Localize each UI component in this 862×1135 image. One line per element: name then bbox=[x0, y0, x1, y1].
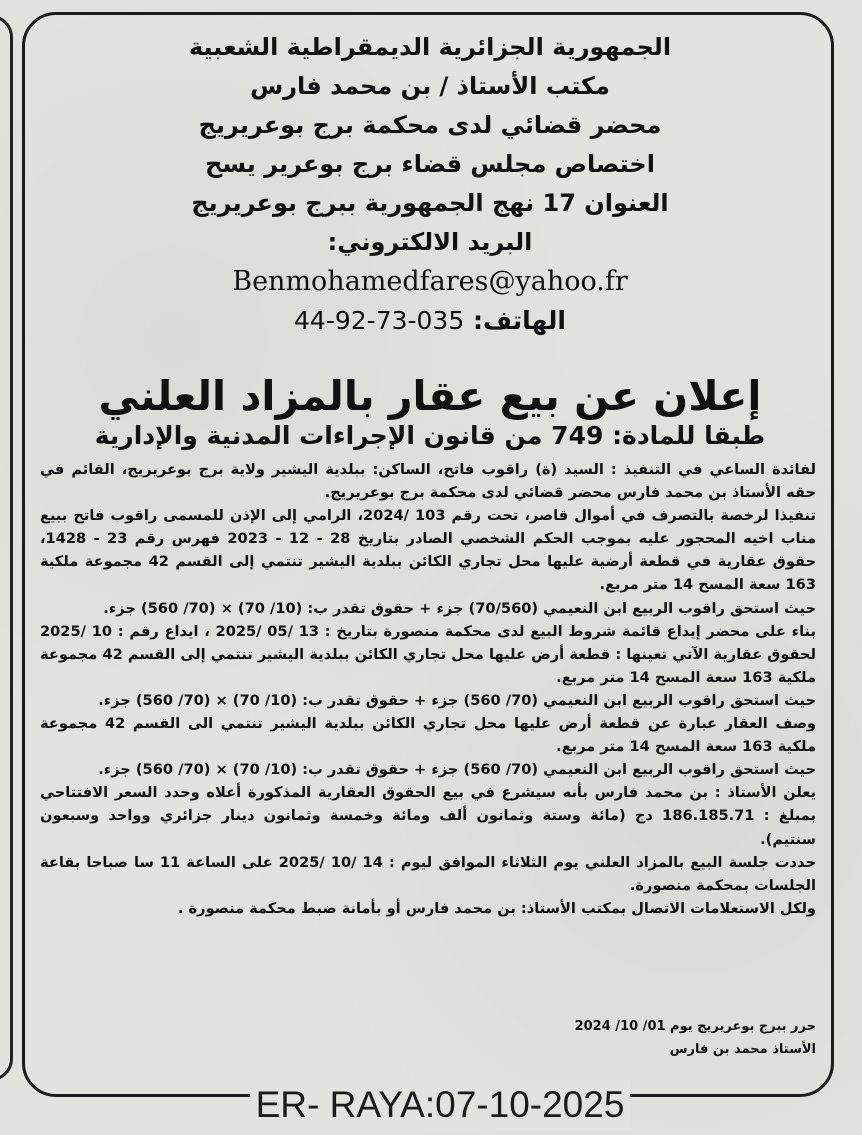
signature-block bbox=[40, 1015, 816, 1061]
paragraph-deposit: بناء على محضر إيداع قائمة شروط البيع لدى محكمة منصورة بتاريخ : 13 /05 /2025 ، ايداع رقم : 10 /2025 لحقوق عقارية الآتي تعينها : قطعة أرض عليها محل تجاري الكائن ببلدية اليشير تنتمي إلى القسم 42 مجموعة ملكية 163 سعة المسح 14 متر مربع. bbox=[40, 622, 817, 686]
jurisdiction: اختصاص مجلس قضاء برج بوعرير يسح bbox=[205, 150, 655, 178]
notice-header bbox=[60, 28, 800, 340]
paragraph-auction-date: حددت جلسة البيع بالمزاد العلني يوم الثلاثاء الموافق ليوم : 14 /10 /2025 على الساعة 11 سا صباحا بقاعة الجلسات بمحكمة منصورة. bbox=[40, 853, 816, 894]
paragraph-share-3: حيث استحق راقوب الربيع ابن النعيمي (70/ 560) جزء + حقوق تقدر ب: (10/ 70) × (70/ 560) جزء. bbox=[98, 761, 816, 779]
adjacent-column-border bbox=[0, 15, 13, 1081]
signer-name: الأستاذ محمد بن فارس bbox=[669, 1042, 816, 1057]
publication-stamp: ER- RAYA:07-10-2025 bbox=[250, 1080, 630, 1130]
phone-label: الهاتف: bbox=[472, 306, 566, 335]
notice-subtitle: طبقا للمادة: 749 من قانون الإجراءات المدنية والإدارية bbox=[94, 421, 766, 450]
paragraph-opening-price: يعلن الأستاذ : بن محمد فارس بأنه سيشرع في بيع الحقوق العقارية المذكورة أعلاه وحدد السعر الافتتاحي بمبلغ : 186.185.71 دج (مائة وستة وثمانون ألف ومائة وخمسة وثمانون دينار جزائري وواحد وسبعون سنتيم). bbox=[40, 784, 816, 848]
paragraph-share-2: حيث استحق راقوب الربيع ابن النعيمي (70/ 560) جزء + حقوق تقدر ب: (10/ 70) × (70/ 560) جزء. bbox=[98, 691, 816, 709]
paragraph-authorization: تنفيذا لرخصة بالتصرف في أموال قاصر، تحت رقم 103 /2024، الرامي إلى الإذن للمسمى راقوب فاتح ببيع مناب اخيه المحجور عليه بموجب الحكم الشخصي الصادر بتاريخ 28 - 12 - 2023 فهرس رقم 23 - 1428، حقوق عقارية في قطعة أرضية عليها محل تجاري الكائن ببلدية اليشير تنتمي إلى القسم 42 مجموعة ملكية 163 سعة المسح 14 متر مربع. bbox=[40, 507, 816, 594]
paragraph-share-1: حيث استحق راقوب الربيع ابن النعيمي (70/560) جزء + حقوق تقدر ب: (10/ 70) × (70/ 560) جزء. bbox=[103, 599, 816, 617]
notice-title: إعلان عن بيع عقار بالمزاد العلني bbox=[98, 372, 762, 420]
paragraph-contact: ولكل الاستعلامات الاتصال بمكتب الأستاذ: بن محمد فارس أو بأمانة ضبط محكمة منصورة . bbox=[177, 899, 816, 917]
email-label: البريد الالكتروني: bbox=[327, 228, 533, 256]
notice-body bbox=[40, 458, 816, 920]
country-name: الجمهورية الجزائرية الديمقراطية الشعبية bbox=[188, 33, 672, 61]
paragraph-beneficiary: لفائدة الساعي في التنفيذ : السيد (ة) راقوب فاتح، الساكن: ببلدية اليشير ولاية برج بوعريريج، القائم في حقه الأستاذ بن محمد فارس محضر قضائي لدى محكمة برج بوعريريج. bbox=[40, 461, 816, 502]
place-and-date: حرر ببرج بوعريريج يوم 01/ 10/ 2024 bbox=[574, 1019, 816, 1034]
paragraph-property-description: وصف العقار عبارة عن قطعة أرض عليها محل تجاري الكائن ببلدية اليشير تنتمي الى القسم 42 مجموعة ملكية 163 سعة المسح 14 متر مربع. bbox=[40, 715, 816, 756]
phone-line bbox=[60, 301, 800, 340]
address: العنوان 17 نهج الجمهورية ببرج بوعريريج bbox=[191, 189, 669, 217]
email-address: Benmohamedfares@yahoo.fr bbox=[232, 266, 628, 297]
phone-number: 035-73-92-44 bbox=[294, 306, 465, 335]
office-name: مكتب الأستاذ / بن محمد فارس bbox=[250, 72, 610, 100]
bailiff-title: محضر قضائي لدى محكمة برج بوعريريج bbox=[198, 111, 662, 139]
